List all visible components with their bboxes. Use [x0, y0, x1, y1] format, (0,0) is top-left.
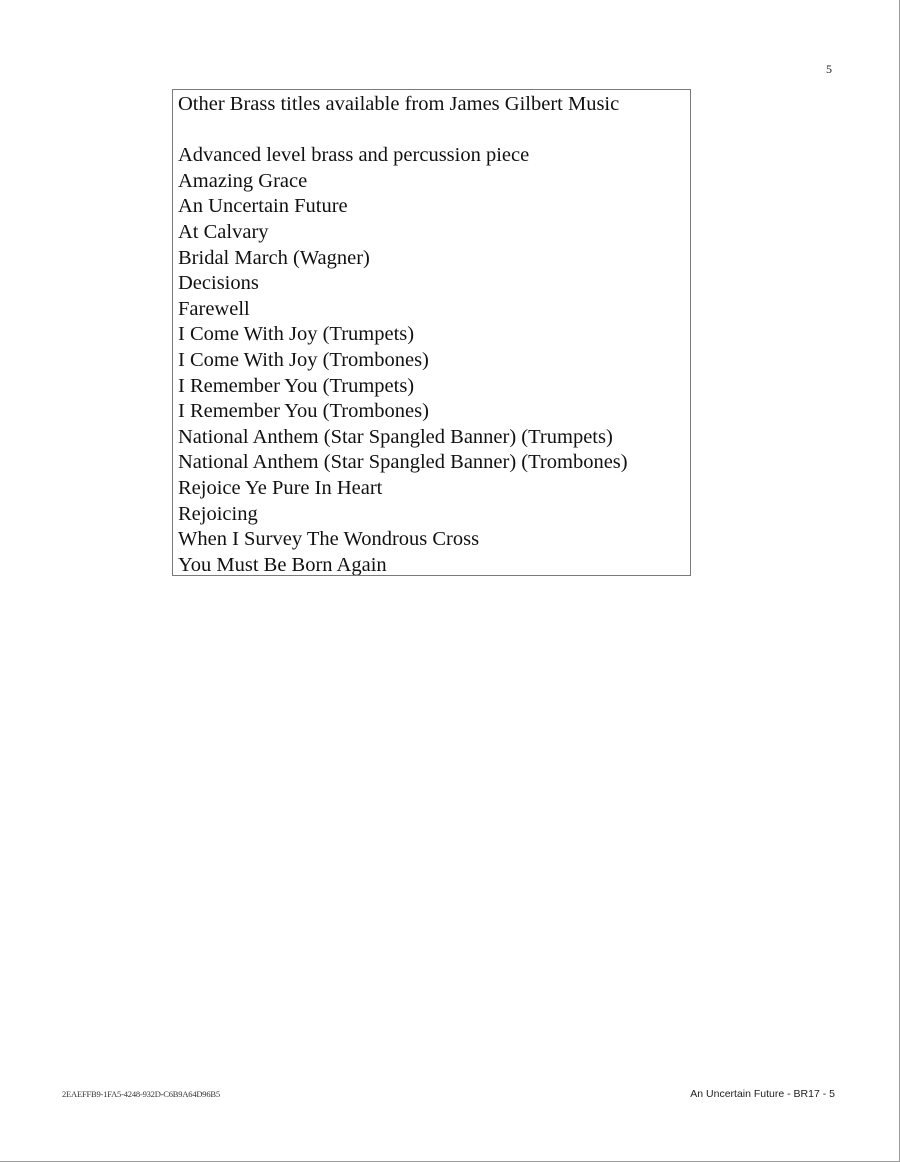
title-item: I Come With Joy (Trombones) — [178, 348, 429, 371]
title-item: Advanced level brass and percussion piece — [178, 144, 530, 167]
title-item: At Calvary — [178, 220, 269, 243]
title-item: Farewell — [178, 297, 250, 320]
title-item: Bridal March (Wagner) — [178, 246, 370, 269]
titles-box — [172, 89, 691, 576]
title-item: An Uncertain Future — [178, 195, 348, 218]
footer-document-code: 2EAEFFB9-1FA5-4248-932D-C6B9A64D96B5 — [62, 1089, 220, 1099]
title-item: Rejoice Ye Pure In Heart — [178, 476, 383, 499]
page-number: 5 — [826, 62, 832, 76]
title-item: Amazing Grace — [178, 169, 308, 192]
box-heading: Other Brass titles available from James Gilbert Music — [178, 93, 620, 115]
title-item: National Anthem (Star Spangled Banner) (Trombones) — [178, 451, 628, 474]
box-spacer — [178, 118, 690, 144]
title-item: Rejoicing — [178, 502, 258, 525]
title-item: Decisions — [178, 272, 259, 295]
title-item: I Remember You (Trombones) — [178, 400, 429, 423]
title-item: I Remember You (Trumpets) — [178, 374, 415, 397]
title-item: You Must Be Born Again — [178, 553, 387, 576]
title-item: I Come With Joy (Trumpets) — [178, 323, 415, 346]
titles-list — [178, 143, 690, 576]
title-item: National Anthem (Star Spangled Banner) (Trumpets) — [178, 425, 613, 448]
title-item: When I Survey The Wondrous Cross — [178, 528, 480, 551]
footer-page-label: An Uncertain Future - BR17 - 5 — [690, 1088, 835, 1100]
